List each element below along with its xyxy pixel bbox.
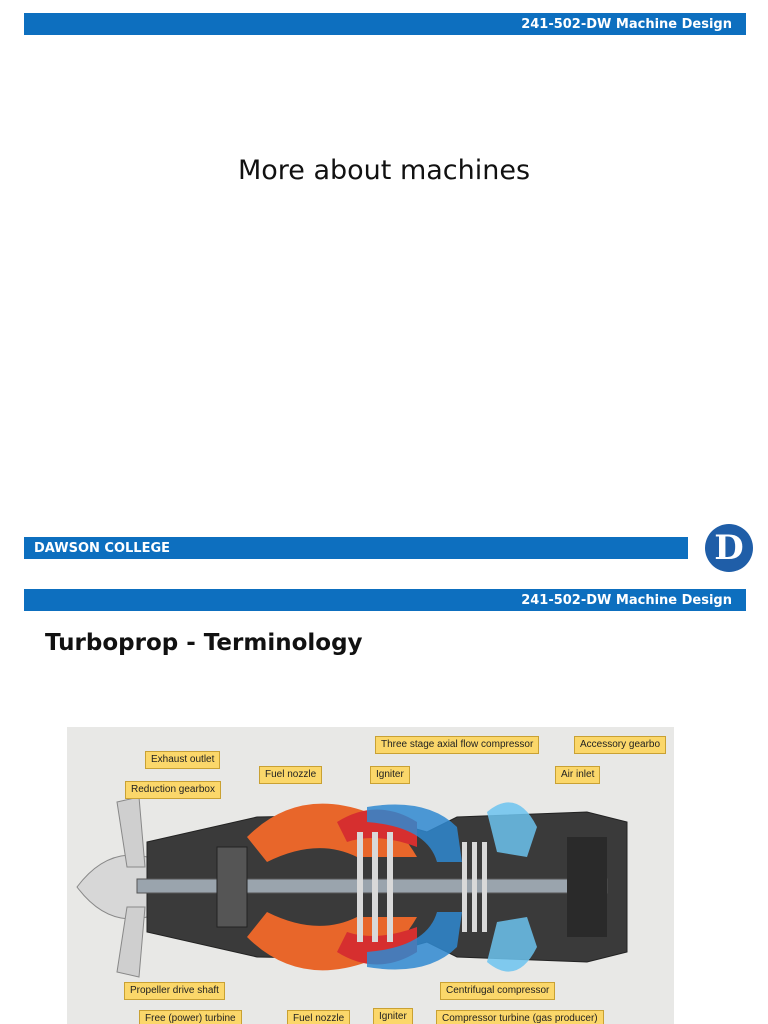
- label-centrifugal-compressor: Centrifugal compressor: [440, 982, 555, 1000]
- slide2-title: Turboprop - Terminology: [45, 630, 363, 656]
- slide1-footer-bar: [24, 537, 688, 559]
- slide2-header-bar: [24, 589, 746, 611]
- label-fuel-nozzle-top: Fuel nozzle: [259, 766, 322, 784]
- dawson-logo: [705, 524, 753, 572]
- label-igniter-top: Igniter: [370, 766, 410, 784]
- label-free-turbine: Free (power) turbine: [139, 1010, 242, 1024]
- label-igniter-bottom: Igniter: [373, 1008, 413, 1024]
- course-title-2: 241-502-DW Machine Design: [521, 592, 732, 608]
- turboprop-diagram: [67, 727, 674, 1024]
- college-name: DAWSON COLLEGE: [34, 540, 171, 556]
- logo-letter: D: [714, 528, 744, 568]
- label-propeller-drive-shaft: Propeller drive shaft: [124, 982, 225, 1000]
- label-air-inlet: Air inlet: [555, 766, 600, 784]
- label-fuel-nozzle-bottom: Fuel nozzle: [287, 1010, 350, 1024]
- label-exhaust-outlet: Exhaust outlet: [145, 751, 220, 769]
- slide1-header-bar: [24, 13, 746, 35]
- slide1-title: More about machines: [237, 155, 531, 186]
- label-accessory-gearbox: Accessory gearbo: [574, 736, 666, 754]
- label-three-stage-compressor: Three stage axial flow compressor: [375, 736, 539, 754]
- label-reduction-gearbox: Reduction gearbox: [125, 781, 221, 799]
- label-compressor-turbine: Compressor turbine (gas producer): [436, 1010, 604, 1024]
- course-title: 241-502-DW Machine Design: [521, 16, 732, 32]
